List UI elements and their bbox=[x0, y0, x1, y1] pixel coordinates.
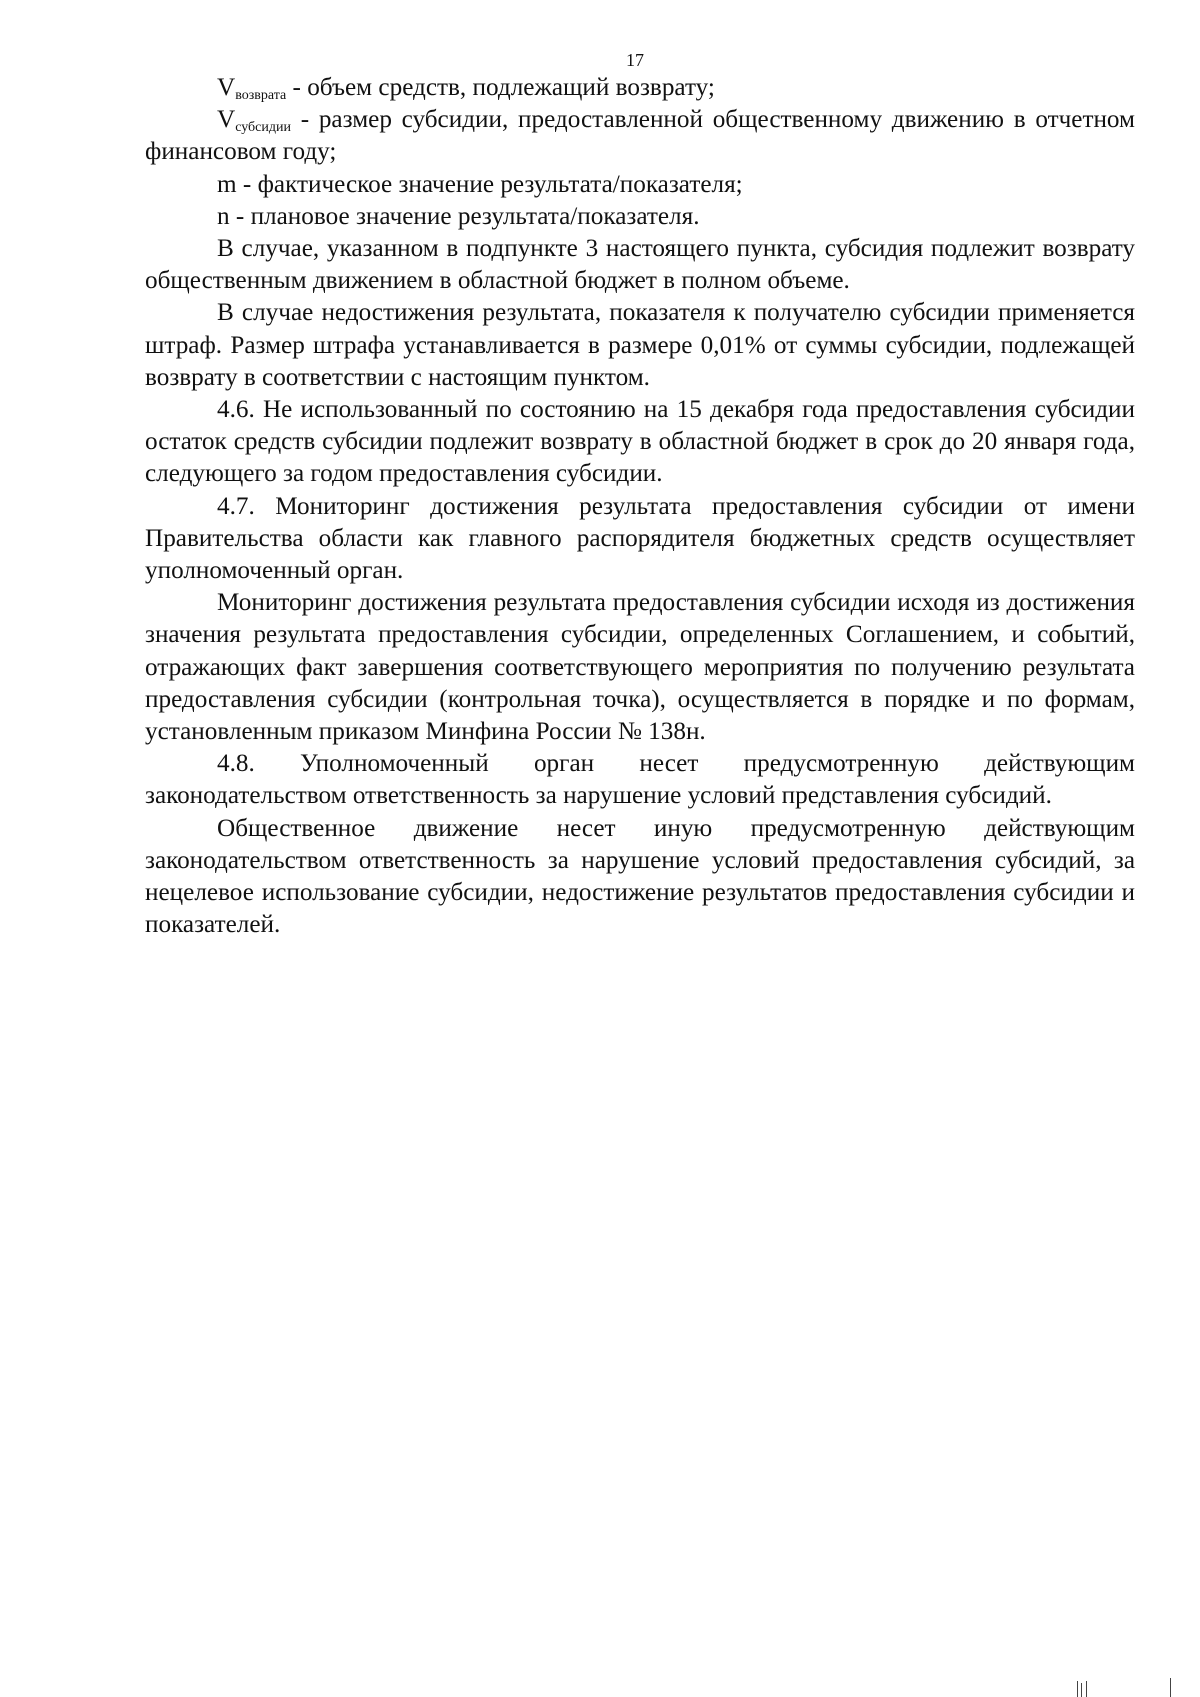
definition-v-return bbox=[145, 72, 1135, 104]
scan-artifact-mark bbox=[1086, 1681, 1087, 1697]
variable-symbol: n bbox=[217, 202, 230, 230]
definition-text: - объем средств, подлежащий возврату; bbox=[286, 74, 715, 101]
paragraph-monitoring: Мониторинг достижения результата предоставления субсидии исходя из достижения значения результата предоставления субсидии, определенных Соглашением, и событий, отражающих факт завершения соответствующего мероприятия по получению результата предоставления субсидии (контрольная точка), осуществляется в порядке и по формам, установленным приказом Минфина России № 138н. bbox=[145, 589, 1135, 746]
definition-v-subsidy bbox=[145, 104, 1135, 168]
paragraph-penalty: В случае недостижения результата, показателя к получателю субсидии применяется штраф. Размер штрафа устанавливается в размере 0,01% от суммы субсидии, подлежащей возврату в соответствии с настоящим пунктом. bbox=[145, 299, 1135, 391]
variable-symbol: V bbox=[217, 74, 236, 101]
scan-artifact-mark bbox=[1170, 1678, 1171, 1697]
definition-m bbox=[145, 169, 1135, 201]
paragraph-4-7: 4.7. Мониторинг достижения результата предоставления субсидии от имени Правительства области как главного распорядителя бюджетных средств осуществляет уполномоченный орган. bbox=[145, 492, 1135, 585]
definition-text: - плановое значение результата/показателя. bbox=[229, 202, 700, 230]
definition-text: - фактическое значение результата/показателя; bbox=[236, 170, 743, 198]
paragraph-4-6: 4.6. Не использованный по состоянию на 15 декабря года предоставления субсидии остаток средств субсидии подлежит возврату в областной бюджет в срок до 20 января года, следующего за годом предоставления субсидии. bbox=[145, 396, 1135, 488]
paragraph-full-return: В случае, указанном в подпункте 3 настоящего пункта, субсидия подлежит возврату общественным движением в областной бюджет в полном объеме. bbox=[145, 235, 1135, 295]
page-number: 17 bbox=[626, 50, 644, 70]
variable-subscript: субсидии bbox=[235, 120, 291, 136]
scan-artifact-mark bbox=[1081, 1683, 1082, 1697]
paragraph-liability: Общественное движение несет иную предусмотренную действующим законодательством ответственность за нарушение условий предоставления субсидий, за нецелевое использование субсидии, недостижение результатов предоставления субсидии и показателей. bbox=[145, 814, 1135, 939]
document-body bbox=[145, 72, 1135, 941]
paragraph-4-8: 4.8. Уполномоченный орган несет предусмотренную действующим законодательством ответственность за нарушение условий представления субсидий. bbox=[145, 750, 1135, 810]
definition-text: - размер субсидии, предоставленной общественному движению в отчетном финансовом году; bbox=[145, 106, 1135, 166]
variable-symbol: m bbox=[217, 170, 237, 198]
definition-n bbox=[145, 201, 1135, 233]
variable-subscript: возврата bbox=[235, 88, 287, 103]
variable-symbol: V bbox=[217, 106, 236, 134]
scan-artifact-mark bbox=[1077, 1681, 1078, 1697]
